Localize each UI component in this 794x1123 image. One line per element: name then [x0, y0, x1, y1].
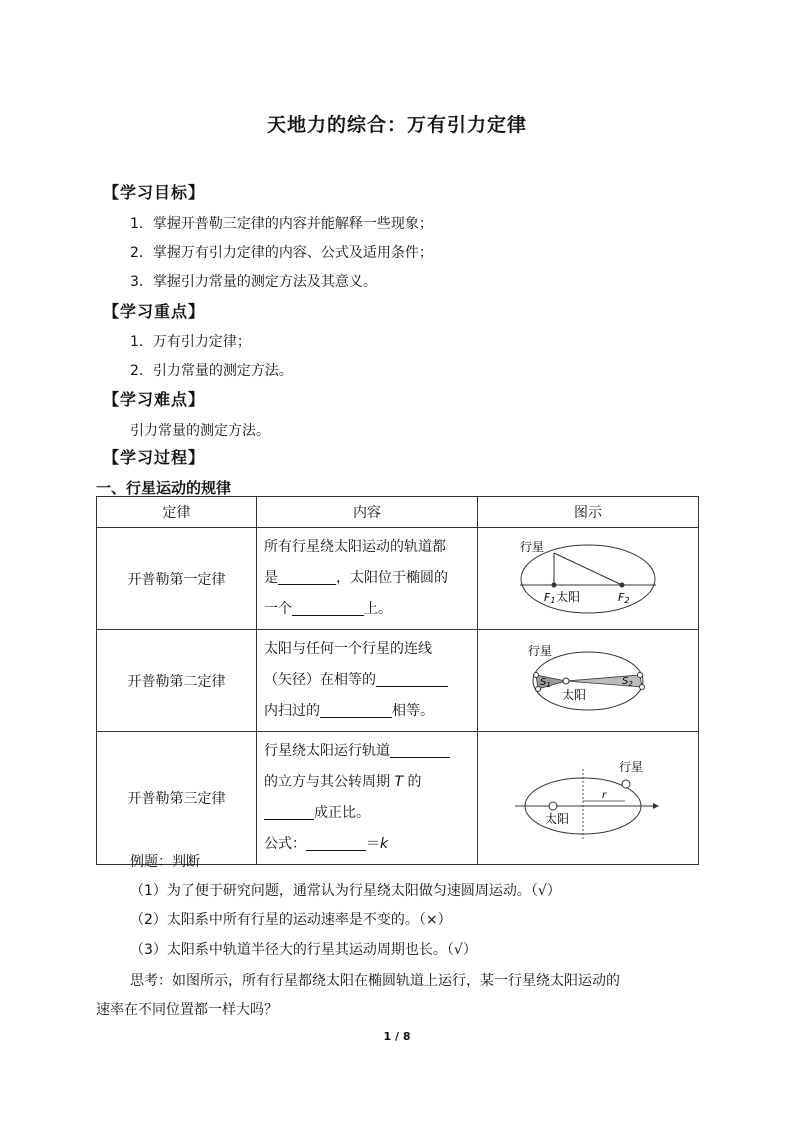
objective-item-3: 3．掌握引力常量的测定方法及其意义。	[130, 274, 377, 290]
kepler-laws-table	[96, 496, 699, 865]
example-item-2: （2）太阳系中所有行星的运动速率是不变的。（×）	[130, 912, 452, 928]
sun-label: 太阳	[545, 812, 570, 826]
table-header-row	[97, 497, 699, 528]
law-name: 开普勒第一定律	[97, 528, 257, 630]
difficulties-heading: 【学习难点】	[103, 390, 206, 409]
s1-label: $S_1$	[540, 676, 551, 689]
keypoint-item-2: 2．引力常量的测定方法。	[130, 363, 293, 379]
think-line-1: 思考：如图所示，所有行星都绕太阳在椭圆轨道上运行，某一行星绕太阳运动的	[130, 973, 620, 989]
table-row	[97, 630, 699, 732]
law-name: 开普勒第二定律	[97, 630, 257, 732]
header-content: 内容	[257, 497, 478, 528]
second-law-diagram	[518, 639, 658, 719]
page-title: 天地力的综合：万有引力定律	[266, 114, 527, 136]
law-name: 开普勒第三定律	[97, 732, 257, 865]
header-law: 定律	[97, 497, 257, 528]
planet-label: 行星	[528, 643, 553, 658]
objective-item-1: 1．掌握开普勒三定律的内容并能解释一些现象；	[130, 216, 433, 232]
first-law-diagram	[518, 537, 658, 617]
keypoints-heading: 【学习重点】	[103, 302, 206, 321]
fill-blank[interactable]	[292, 601, 364, 616]
sun-label: 太阳	[556, 589, 581, 604]
sun-label: 太阳	[562, 687, 587, 702]
fill-blank[interactable]	[264, 805, 314, 820]
objective-item-2: 2．掌握万有引力定律的内容、公式及适用条件；	[130, 245, 433, 261]
table-row	[97, 528, 699, 630]
law-content: 所有行星绕太阳运动的轨道都 是 ，太阳位于椭圆的 一个 上。	[257, 528, 478, 630]
radius-label: r	[602, 790, 607, 801]
section1-heading: 一、行星运动的规律	[96, 479, 232, 497]
f2-label: F2	[618, 590, 630, 605]
third-law-diagram	[513, 751, 663, 841]
f1-label: F1	[544, 590, 556, 605]
fill-blank[interactable]	[306, 836, 366, 851]
planet-label: 行星	[520, 539, 545, 554]
keypoint-item-1: 1．万有引力定律；	[130, 334, 251, 350]
planet-label: 行星	[619, 760, 644, 774]
header-figure: 图示	[478, 497, 699, 528]
page-number: 1 / 8	[383, 1030, 411, 1043]
process-heading: 【学习过程】	[103, 448, 206, 467]
example-item-3: （3）太阳系中轨道半径大的行星其运动周期也长。（√）	[130, 942, 477, 958]
example-item-1: （1）为了便于研究问题，通常认为行星绕太阳做匀速圆周运动。（√）	[130, 883, 561, 899]
law-figure	[478, 732, 699, 865]
fill-blank[interactable]	[376, 672, 448, 687]
law-content: 行星绕太阳运行轨道 的立方与其公转周期 T 的 成正比。 公式： ＝k	[257, 732, 478, 865]
objectives-heading: 【学习目标】	[103, 183, 206, 202]
think-line-2: 速率在不同位置都一样大吗？	[96, 1002, 278, 1018]
fill-blank[interactable]	[278, 570, 336, 585]
example-heading: 例题：判断	[130, 854, 200, 870]
s2-label: $S_2$	[622, 675, 633, 688]
fill-blank[interactable]	[320, 703, 392, 718]
law-content: 太阳与任何一个行星的连线 （矢径）在相等的 内扫过的 相等。	[257, 630, 478, 732]
fill-blank[interactable]	[390, 743, 450, 758]
difficulty-item-1: 引力常量的测定方法。	[130, 423, 270, 439]
law-figure	[478, 630, 699, 732]
table-row	[97, 732, 699, 865]
law-figure	[478, 528, 699, 630]
